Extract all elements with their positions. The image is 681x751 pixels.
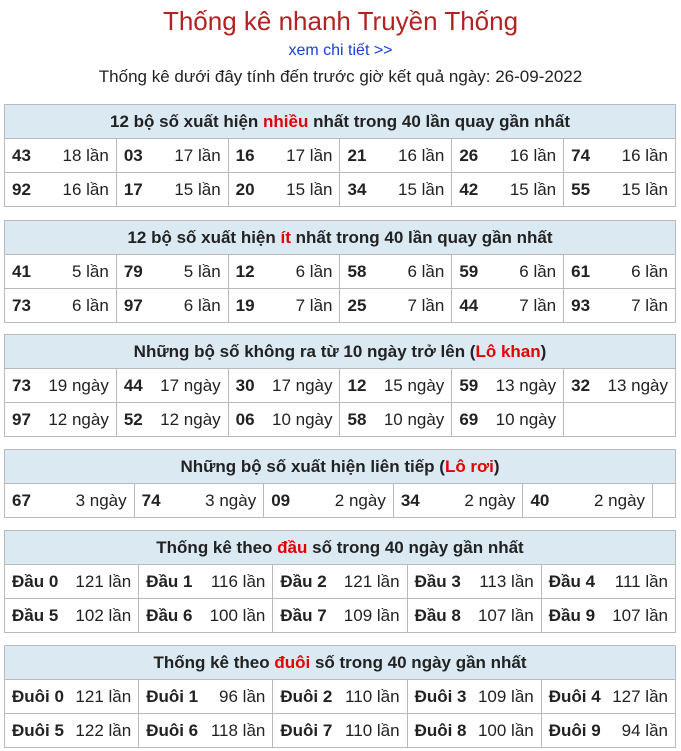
stat-count: 6 lần (519, 261, 557, 281)
stat-number: Đuôi 6 (146, 720, 199, 740)
stat-number: 59 (459, 261, 479, 281)
stat-count: 102 lần (75, 605, 132, 625)
stat-count: 7 lần (407, 295, 445, 315)
stat-count: 15 lần (509, 179, 557, 199)
stat-count: 107 lần (612, 605, 668, 625)
stat-number: Đuôi 8 (414, 720, 467, 740)
most-frequent-table (4, 104, 676, 207)
stat-cell (340, 369, 452, 403)
stat-count: 94 lần (621, 720, 668, 740)
lo-roi-table (4, 449, 676, 518)
stat-cell (340, 403, 452, 437)
stat-count: 15 lần (397, 179, 445, 199)
stat-number: 97 (123, 295, 143, 315)
table-row (5, 484, 676, 518)
stat-count: 121 lần (343, 571, 400, 591)
dau-stats-table (4, 530, 676, 633)
stat-cell (134, 484, 264, 518)
stat-cell (5, 484, 135, 518)
stat-cell (5, 565, 139, 599)
stat-count: 5 lần (71, 261, 109, 281)
stat-count: 107 lần (477, 605, 534, 625)
stat-number: 93 (571, 295, 591, 315)
stat-count: 10 ngày (383, 409, 445, 429)
stat-count: 15 ngày (383, 375, 445, 395)
stat-count: 6 lần (71, 295, 109, 315)
stat-cell (264, 484, 394, 518)
stat-number: 69 (459, 409, 479, 429)
stat-number: 74 (571, 145, 591, 165)
stat-cell (273, 714, 407, 748)
stat-count: 109 lần (477, 686, 534, 706)
stat-cell (139, 599, 273, 633)
stat-cell (541, 599, 675, 633)
stat-count: 10 ngày (495, 409, 557, 429)
stat-count: 100 lần (209, 605, 266, 625)
stat-number: 12 (235, 261, 255, 281)
stat-cell (340, 289, 452, 323)
stat-number: 12 (347, 375, 367, 395)
empty-cell (653, 484, 676, 518)
table-row (5, 173, 676, 207)
stat-cell (393, 484, 523, 518)
view-details-link[interactable]: xem chi tiết >> (288, 42, 393, 59)
stat-count: 121 lần (75, 686, 132, 706)
stat-cell (407, 599, 541, 633)
stat-cell (5, 173, 117, 207)
stat-number: Đuôi 4 (548, 686, 601, 706)
stat-cell (452, 403, 564, 437)
stat-number: 43 (12, 145, 31, 165)
stat-cell (564, 139, 676, 173)
stat-cell (564, 369, 676, 403)
subtitle: Thống kê dưới đây tính đến trước giờ kết quả ngày: 26-09-2022 (98, 67, 583, 86)
stat-number: 20 (235, 179, 255, 199)
stat-number: 03 (123, 145, 143, 165)
stat-count: 110 lần (345, 686, 400, 706)
stat-number: 73 (12, 375, 31, 395)
stat-count: 17 lần (174, 145, 221, 165)
stat-cell (116, 289, 228, 323)
stat-count: 19 ngày (48, 375, 109, 395)
stat-number: 79 (123, 261, 143, 281)
stat-count: 109 lần (343, 605, 400, 625)
stat-number: 55 (571, 179, 591, 199)
stat-cell (452, 173, 564, 207)
least-frequent-header: 12 bộ số xuất hiện ít nhất trong 40 lần quay gần nhất (5, 221, 676, 255)
stat-number: 67 (12, 490, 31, 510)
least-frequent-table (4, 220, 676, 323)
stat-count: 16 lần (509, 145, 557, 165)
stat-cell (228, 289, 340, 323)
stat-cell (452, 369, 564, 403)
table-row (5, 403, 676, 437)
stat-number: 44 (123, 375, 143, 395)
stat-number: 74 (141, 490, 161, 510)
stat-count: 6 lần (295, 261, 333, 281)
stat-number: 09 (271, 490, 291, 510)
stat-number: 52 (123, 409, 143, 429)
stat-cell (228, 369, 340, 403)
stat-count: 96 lần (219, 686, 266, 706)
stat-count: 2 ngày (334, 490, 386, 510)
empty-cell (564, 403, 676, 437)
stat-number: Đầu 2 (280, 571, 327, 591)
page-title: Thống kê nhanh Truyền Thống (162, 6, 519, 36)
stat-cell (116, 369, 228, 403)
stat-cell (5, 369, 117, 403)
stat-cell (407, 680, 541, 714)
stat-number: Đuôi 5 (12, 720, 64, 740)
stat-count: 17 ngày (160, 375, 221, 395)
stat-number: Đuôi 9 (548, 720, 601, 740)
stat-number: 58 (347, 409, 367, 429)
stat-cell (116, 403, 228, 437)
stat-count: 100 lần (477, 720, 534, 740)
stat-cell (273, 680, 407, 714)
stat-count: 12 ngày (160, 409, 221, 429)
stat-number: Đuôi 2 (280, 686, 333, 706)
stat-number: Đuôi 0 (12, 686, 64, 706)
stat-count: 15 lần (286, 179, 333, 199)
stat-count: 3 ngày (205, 490, 257, 510)
stat-number: 58 (347, 261, 367, 281)
stat-cell (228, 255, 340, 289)
stat-cell (340, 173, 452, 207)
stat-cell (5, 139, 117, 173)
stat-count: 110 lần (345, 720, 400, 740)
stat-number: 19 (235, 295, 255, 315)
stat-number: Đầu 1 (146, 571, 193, 591)
stat-number: 06 (235, 409, 255, 429)
stat-number: Đầu 8 (414, 605, 461, 625)
stat-count: 7 lần (519, 295, 557, 315)
stat-cell (541, 565, 675, 599)
stat-count: 2 ngày (594, 490, 646, 510)
stat-number: 34 (347, 179, 367, 199)
stat-cell (340, 139, 452, 173)
stat-count: 7 lần (295, 295, 333, 315)
table-row (5, 599, 676, 633)
stat-count: 127 lần (612, 686, 668, 706)
stat-cell (564, 289, 676, 323)
stat-number: 61 (571, 261, 591, 281)
stat-count: 16 lần (62, 179, 109, 199)
stat-cell (564, 173, 676, 207)
table-row (5, 255, 676, 289)
table-row (5, 139, 676, 173)
stat-number: 42 (459, 179, 479, 199)
dau-stats-header: Thống kê theo đầu số trong 40 ngày gần nhất (5, 531, 676, 565)
stat-number: 41 (12, 261, 31, 281)
table-row (5, 680, 676, 714)
stat-cell (452, 289, 564, 323)
stat-count: 122 lần (75, 720, 132, 740)
stat-cell (541, 714, 675, 748)
stat-count: 5 lần (183, 261, 221, 281)
stat-cell (116, 173, 228, 207)
table-row (5, 714, 676, 748)
stat-number: Đầu 5 (12, 605, 59, 625)
lo-khan-header: Những bộ số không ra từ 10 ngày trở lên (Lô khan) (5, 335, 676, 369)
stat-cell (228, 173, 340, 207)
stat-number: Đuôi 3 (414, 686, 467, 706)
stat-cell (116, 139, 228, 173)
stat-cell (564, 255, 676, 289)
stat-count: 121 lần (75, 571, 132, 591)
stat-count: 111 lần (614, 571, 668, 591)
stat-number: 30 (235, 375, 255, 395)
stat-cell (273, 599, 407, 633)
stat-number: 92 (12, 179, 31, 199)
stat-cell (5, 714, 139, 748)
stat-number: 21 (347, 145, 367, 165)
stat-count: 3 ngày (75, 490, 127, 510)
stat-count: 13 ngày (607, 375, 668, 395)
stat-number: 44 (459, 295, 479, 315)
stat-count: 7 lần (631, 295, 668, 315)
table-row (5, 369, 676, 403)
stat-count: 16 lần (621, 145, 668, 165)
stat-number: 16 (235, 145, 255, 165)
duoi-stats-table (4, 645, 676, 748)
stat-number: Đầu 4 (548, 571, 596, 591)
stat-count: 15 lần (174, 179, 221, 199)
stat-cell (5, 680, 139, 714)
stat-number: 40 (530, 490, 550, 510)
stat-number: Đầu 0 (12, 571, 59, 591)
stat-cell (139, 680, 273, 714)
stat-cell (116, 255, 228, 289)
stat-number: Đuôi 1 (146, 686, 199, 706)
most-frequent-header: 12 bộ số xuất hiện nhiều nhất trong 40 lần quay gần nhất (5, 105, 676, 139)
stat-number: Đầu 3 (414, 571, 461, 591)
stat-cell (228, 139, 340, 173)
stat-cell (273, 565, 407, 599)
stat-count: 116 lần (210, 571, 266, 591)
stat-count: 113 lần (479, 571, 534, 591)
stat-number: Đầu 9 (548, 605, 596, 625)
stat-cell (407, 714, 541, 748)
stat-count: 10 ngày (271, 409, 333, 429)
lo-roi-header: Những bộ số xuất hiện liên tiếp (Lô rơi) (5, 450, 676, 484)
stat-number: 34 (400, 490, 420, 510)
stat-cell (5, 255, 117, 289)
lo-khan-table (4, 334, 676, 437)
stat-count: 15 lần (621, 179, 668, 199)
stat-number: 73 (12, 295, 31, 315)
stat-number: 17 (123, 179, 143, 199)
stat-number: Đuôi 7 (280, 720, 333, 740)
stat-number: 59 (459, 375, 479, 395)
stat-cell (228, 403, 340, 437)
table-row (5, 289, 676, 323)
stat-count: 2 ngày (464, 490, 516, 510)
duoi-stats-header: Thống kê theo đuôi số trong 40 ngày gần nhất (5, 646, 676, 680)
stat-count: 12 ngày (48, 409, 109, 429)
stat-cell (452, 255, 564, 289)
stat-cell (5, 289, 117, 323)
stat-count: 6 lần (631, 261, 668, 281)
stat-number: Đầu 7 (280, 605, 327, 625)
stat-cell (407, 565, 541, 599)
stat-count: 118 lần (210, 720, 266, 740)
stat-number: Đầu 6 (146, 605, 193, 625)
stat-count: 13 ngày (495, 375, 557, 395)
stat-count: 17 lần (286, 145, 333, 165)
stat-number: 26 (459, 145, 479, 165)
stat-count: 6 lần (407, 261, 445, 281)
stat-cell (139, 565, 273, 599)
stat-number: 32 (571, 375, 591, 395)
stat-count: 16 lần (397, 145, 445, 165)
stat-cell (523, 484, 653, 518)
stat-count: 18 lần (62, 145, 109, 165)
stat-cell (5, 403, 117, 437)
stat-number: 25 (347, 295, 367, 315)
stat-cell (5, 599, 139, 633)
stat-count: 6 lần (183, 295, 221, 315)
table-row (5, 565, 676, 599)
stat-cell (452, 139, 564, 173)
stat-cell (340, 255, 452, 289)
stat-number: 97 (12, 409, 31, 429)
stat-cell (139, 714, 273, 748)
stat-count: 17 ngày (271, 375, 333, 395)
stat-cell (541, 680, 675, 714)
